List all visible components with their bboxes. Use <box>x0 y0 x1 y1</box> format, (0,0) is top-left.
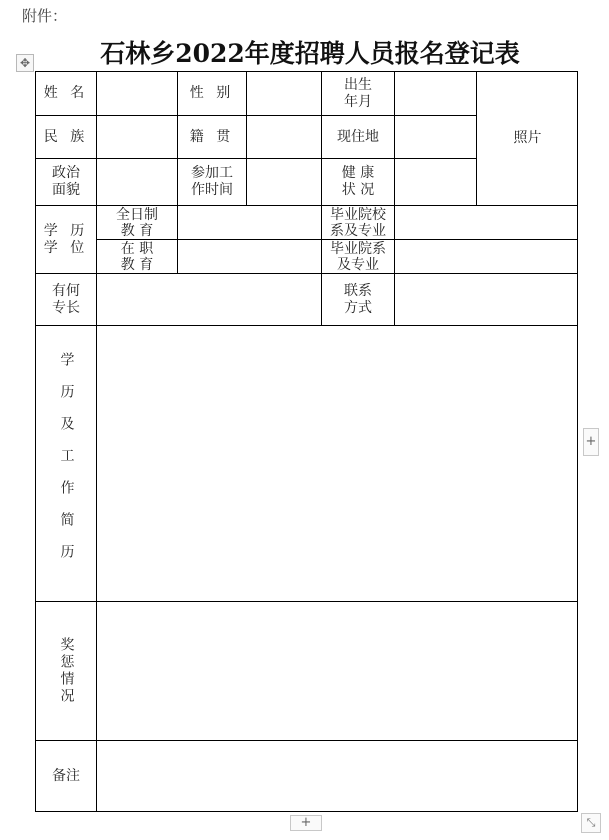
work-start-line2: 作时间 <box>191 182 233 198</box>
fulltime-line2: 教 育 <box>120 222 154 239</box>
school2-line1: 毕业院系 <box>330 240 386 257</box>
contact-line1: 联系 <box>344 282 372 299</box>
education-line2: 学 位 <box>43 239 89 256</box>
residence-label <box>322 116 395 159</box>
birth-label <box>322 72 395 116</box>
residence-value[interactable] <box>395 116 477 159</box>
rewards-value[interactable] <box>97 602 578 741</box>
work-start-value[interactable] <box>247 159 322 206</box>
residence-label-text: 现住地 <box>337 128 379 145</box>
contact-line2: 方式 <box>344 299 372 316</box>
name-value[interactable] <box>97 72 178 116</box>
resume-value[interactable] <box>97 326 578 602</box>
parttime-line1: 在 职 <box>120 240 154 257</box>
health-line2: 状 况 <box>341 182 375 198</box>
education-line1: 学 历 <box>43 222 89 239</box>
rewards-label <box>36 602 97 741</box>
education-degree-label <box>36 206 97 274</box>
health-label <box>322 159 395 206</box>
photo-cell[interactable] <box>477 72 578 206</box>
table-move-handle-icon[interactable]: ✥ <box>16 54 34 72</box>
native-place-label-text: 籍 贯 <box>189 128 235 145</box>
contact-value[interactable] <box>395 274 578 326</box>
skill-line2: 专长 <box>52 299 80 316</box>
ethnicity-label <box>36 116 97 159</box>
gender-value[interactable] <box>247 72 322 116</box>
ethnicity-value[interactable] <box>97 116 178 159</box>
health-value[interactable] <box>395 159 477 206</box>
health-line1: 健 康 <box>341 165 375 181</box>
name-label <box>36 72 97 116</box>
contact-label <box>322 274 395 326</box>
resume-label <box>36 326 97 602</box>
parttime-school-value[interactable] <box>395 240 578 274</box>
registration-form-table <box>35 71 578 812</box>
native-place-value[interactable] <box>247 116 322 159</box>
add-column-plus-icon[interactable]: + <box>583 428 599 456</box>
resume-label-text: 学历及工作简历 <box>58 351 75 576</box>
native-place-label <box>178 116 247 159</box>
birth-value[interactable] <box>395 72 477 116</box>
rewards-label-text: 奖惩情况 <box>58 637 75 705</box>
remarks-label-text: 备注 <box>52 767 80 784</box>
document-title: 石林乡2022年度招聘人员报名登记表 <box>100 39 520 68</box>
gender-label <box>178 72 247 116</box>
political-status-value[interactable] <box>97 159 178 206</box>
parttime-line2: 教 育 <box>120 256 154 273</box>
fulltime-school-label <box>322 206 395 240</box>
photo-label: 照片 <box>513 130 542 146</box>
remarks-value[interactable] <box>97 741 578 811</box>
skills-value[interactable] <box>97 274 322 326</box>
fulltime-line1: 全日制 <box>116 206 158 223</box>
ethnicity-label-text: 民 族 <box>43 128 89 145</box>
birth-label-line1: 出生 <box>344 76 372 93</box>
name-label-text: 姓 名 <box>43 85 89 101</box>
gender-label-text: 性 别 <box>189 85 235 101</box>
political-line2: 面貌 <box>52 182 80 198</box>
fulltime-school-value[interactable] <box>395 206 578 240</box>
political-status-label <box>36 159 97 206</box>
skill-line1: 有何 <box>52 282 80 299</box>
remarks-label <box>36 741 97 811</box>
table-resize-handle-icon[interactable]: ⤡ <box>581 813 601 833</box>
add-row-plus-icon[interactable]: + <box>290 815 322 831</box>
parttime-school-label <box>322 240 395 274</box>
skills-label <box>36 274 97 326</box>
school1-line2: 系及专业 <box>330 222 386 239</box>
fulltime-education-label <box>97 206 178 240</box>
political-line1: 政治 <box>52 165 80 181</box>
parttime-education-value[interactable] <box>178 240 322 274</box>
fulltime-education-value[interactable] <box>178 206 322 240</box>
school2-line2: 及专业 <box>337 256 379 273</box>
birth-label-line2: 年月 <box>344 93 372 110</box>
attachment-label: 附件： <box>22 7 68 25</box>
school1-line1: 毕业院校 <box>330 206 386 223</box>
work-start-label <box>178 159 247 206</box>
parttime-education-label <box>97 240 178 274</box>
work-start-line1: 参加工 <box>191 165 233 181</box>
